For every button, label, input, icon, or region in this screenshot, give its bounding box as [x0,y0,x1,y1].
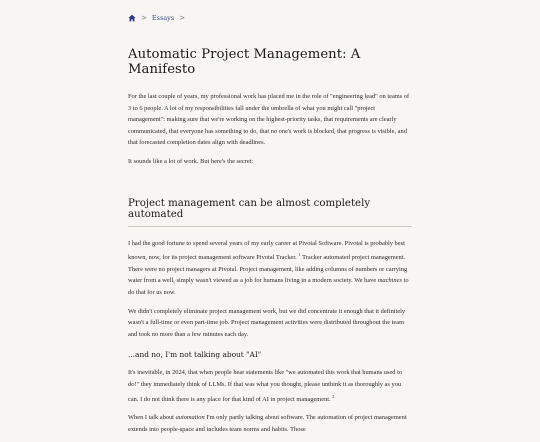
text-span: When I talk about [128,414,176,422]
text-span: to do that for us now. [128,277,409,296]
breadcrumb-essays-link[interactable]: Essays [151,14,175,22]
section2-paragraph-1 [128,367,412,405]
page-title: Automatic Project Management: A Manifesto [128,47,361,77]
subsection-heading-ai: ...and no, I'm not talking about "AI" [128,350,262,360]
emphasis-text: automation [175,414,205,422]
section-heading-automation: Project management can be almost completely automated [128,198,412,227]
intro-paragraph-1: For the last couple of years, my professional work has placed me in the role of "engineering lead" on teams of 3 to 6 people. A lot of my responsibilities fall under the umbrella of what you might call "project management": making sure that we're working on the highest-priority tasks, that requirements are clearly communicated, that everyone has something to do, that no one's work is blocked, that progress is visible, and that forecasted completion dates align with deadlines. [128,93,410,147]
section1-paragraph-2: We didn't completely eliminate project management work, but we did concentrate it enough that it definitely wasn't a full-time or even part-time job. Project management activities were distributed throughout the team and took no more than a few minutes each day. [128,307,406,338]
breadcrumb-separator: > [179,14,186,22]
footnote-link-1[interactable]: 1 [298,252,301,258]
section2-paragraph-2 [128,412,412,435]
intro-paragraph-2: It sounds like a lot of work. But here's the secret: [128,157,254,165]
breadcrumb-separator: > [141,14,147,22]
text-span: I'm only partly talking about software. The automation of project management extends into people-space and includes team norms and habits. Those [128,414,407,433]
text-span: It's inevitable, in 2024, that when people hear statements like "we automated this work that humans used to do!" they immediately think of LLMs. If that was what you thought, please unthink it as thoroughly as you can. I do not think there is any place for that kind of AI in project management. [128,369,403,403]
text-span: Tracker automated project management. There were no project managers at Pivotal. Project management, like adding columns of numbers or carrying water from a well, simply wasn't viewed as a job for humans living in a modern society. We have [128,254,408,285]
footnote-link-2[interactable]: 2 [332,393,335,399]
breadcrumb [128,12,412,24]
section1-paragraph-1 [128,238,412,299]
article-container [128,12,412,442]
home-icon[interactable] [128,14,136,22]
text-span: I had the good fortune to spend several years of my early career at Pivotal Software. Pivotal is probably best known, now, for its project management software Pivotal Tracker. [128,239,405,262]
emphasis-text: machines [377,277,402,285]
